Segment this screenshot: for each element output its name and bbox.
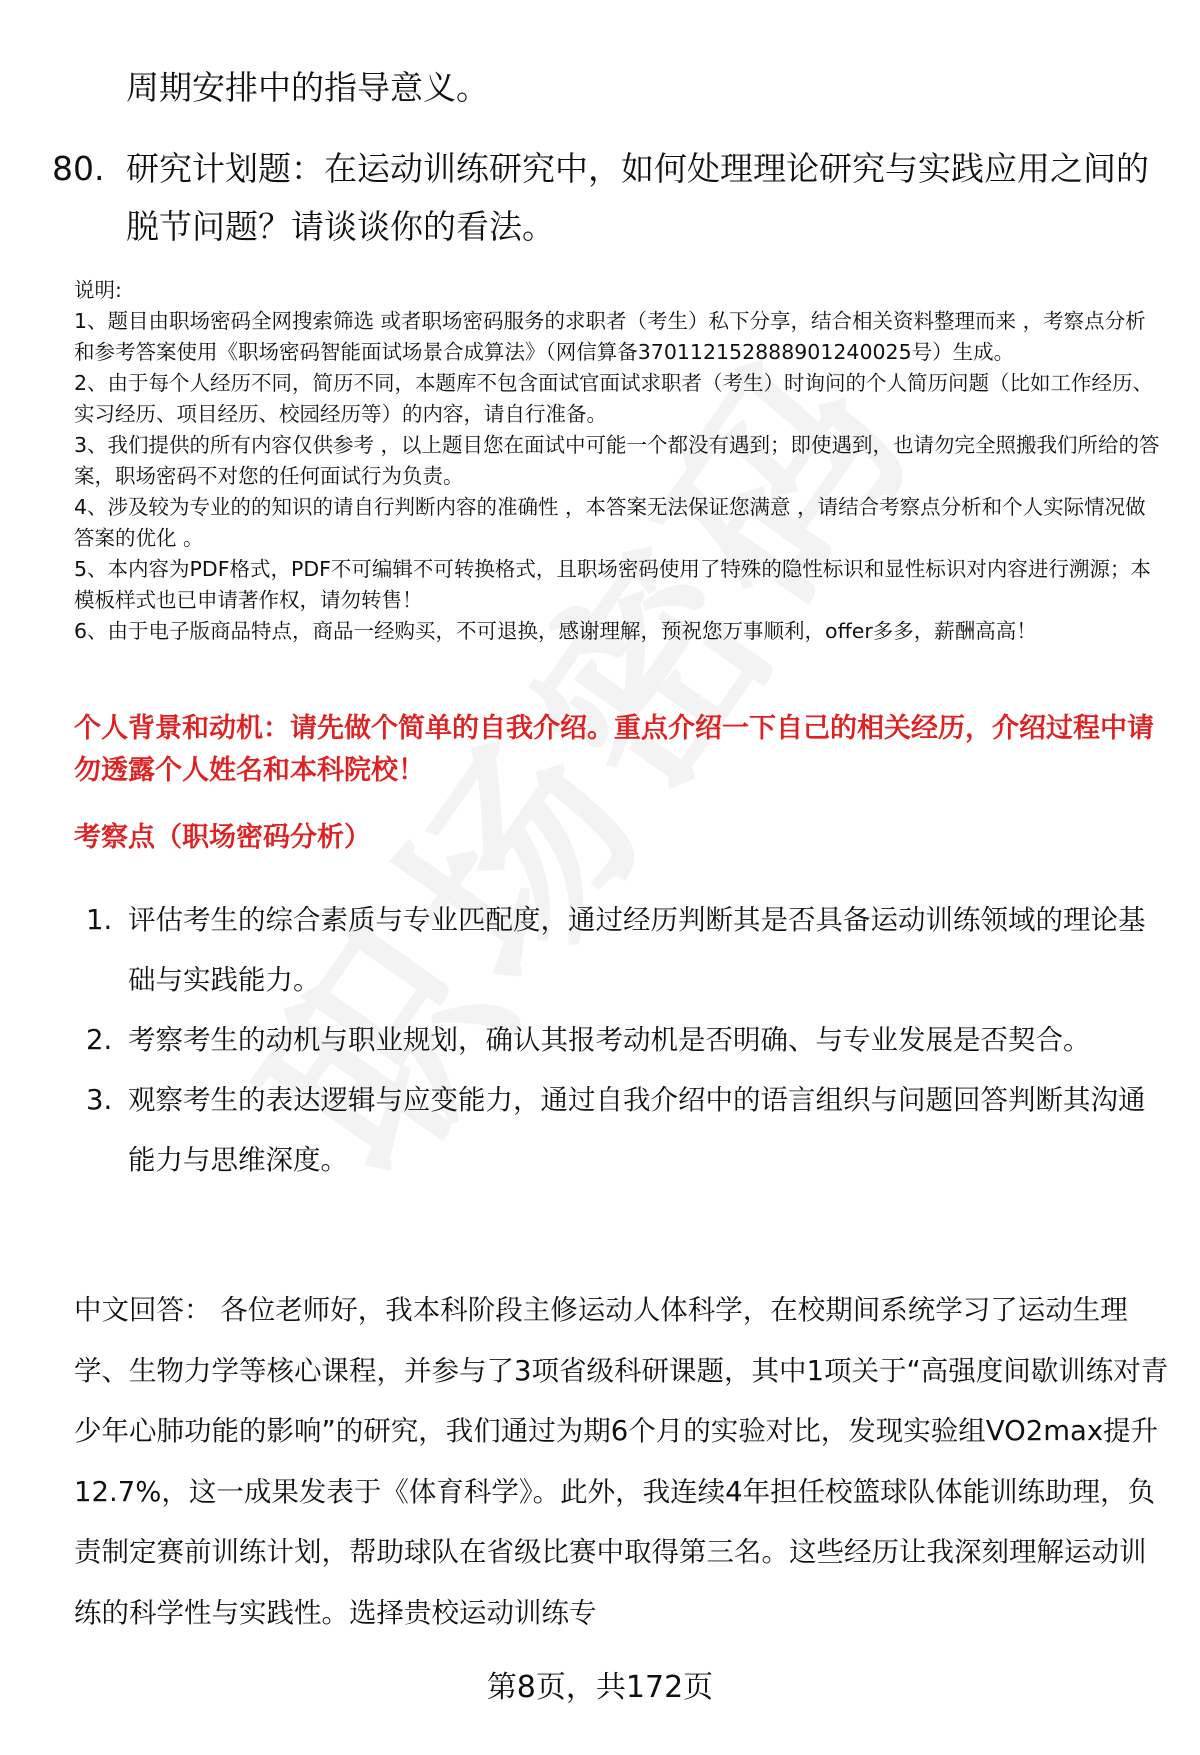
note-item: 4、涉及较为专业的的知识的请自行判断内容的准确性 ，本答案无法保证您满意 ，请结合考察点分析和个人实际情况做答案的优化 。 — [74, 495, 1146, 550]
interview-question: 个人背景和动机：请先做个简单的自我介绍。重点介绍一下自己的相关经历，介绍过程中请勿透露个人姓名和本科院校！ — [74, 713, 1154, 786]
note-item: 6、由于电子版商品特点，商品一经购买，不可退换，感谢理解，预祝您万事顺利，offer多多，薪酬高高！ — [74, 619, 1037, 643]
note-item: 1、题目由职场密码全网搜索筛选 或者职场密码服务的求职者（考生）私下分享，结合相关资料整理而来 ，考察点分析和参考答案使用《职场密码智能面试场景合成算法》（网信算备370112152888901240025号）生成。 — [74, 309, 1146, 364]
answer-label: 中文回答： — [74, 1294, 212, 1326]
page-footer: 第8页，共172页 — [486, 1670, 714, 1705]
note-item: 2、由于每个人经历不同，简历不同，本题库不包含面试官面试求职者（考生）时询问的个人简历问题（比如工作经历、实习经历、项目经历、校园经历等）的内容，请自行准备。 — [74, 371, 1154, 426]
point-number: 2. — [86, 1024, 113, 1056]
question-text: 研究计划题：在运动训练研究中，如何处理理论研究与实践应用之间的脱节问题？请谈谈你的看法。 — [126, 149, 1149, 246]
analysis-point — [86, 890, 1166, 1010]
question-number: 80. — [52, 149, 105, 188]
note-item: 3、我们提供的所有内容仅供参考 ，以上题目您在面试中可能一个都没有遇到；即使遇到，也请勿完全照搬我们所给的答案，职场密码不对您的任何面试行为负责。 — [74, 433, 1160, 488]
point-text: 考察考生的动机与职业规划，确认其报考动机是否明确、与专业发展是否契合。 — [128, 1024, 1091, 1056]
notes-section — [74, 275, 1164, 647]
analysis-title: 考察点（职场密码分析） — [74, 822, 371, 853]
answer-paragraph — [74, 1280, 1170, 1643]
analysis-point — [86, 1010, 1166, 1070]
point-text: 观察考生的表达逻辑与应变能力，通过自我介绍中的语言组织与问题回答判断其沟通能力与思维深度。 — [128, 1084, 1146, 1176]
previous-question-tail: 周期安排中的指导意义。 — [126, 68, 489, 107]
answer-text: 各位老师好，我本科阶段主修运动人体科学，在校期间系统学习了运动生理学、生物力学等核心课程，并参与了3项省级科研课题，其中1项关于“高强度间歇训练对青少年心肺功能的影响”的研究，我们通过为期6个月的实验对比，发现实验组VO2max提升12.7%，这一成果发表于《体育科学》。此外，我连续4年担任校篮球队体能训练助理，负责制定赛前训练计划，帮助球队在省级比赛中取得第三名。这些经历让我深刻理解运动训练的科学性与实践性。选择贵校运动训练专 — [74, 1294, 1169, 1629]
point-number: 3. — [86, 1084, 113, 1116]
note-item: 5、本内容为PDF格式，PDF不可编辑不可转换格式，且职场密码使用了特殊的隐性标识和显性标识对内容进行溯源；本模板样式也已申请著作权，请勿转售！ — [74, 557, 1151, 612]
question-80 — [52, 140, 1162, 256]
analysis-points — [86, 890, 1166, 1190]
analysis-point — [86, 1070, 1166, 1190]
notes-heading: 说明: — [74, 278, 122, 302]
point-text: 评估考生的综合素质与专业匹配度，通过经历判断其是否具备运动训练领域的理论基础与实践能力。 — [128, 904, 1146, 996]
point-number: 1. — [86, 904, 113, 936]
